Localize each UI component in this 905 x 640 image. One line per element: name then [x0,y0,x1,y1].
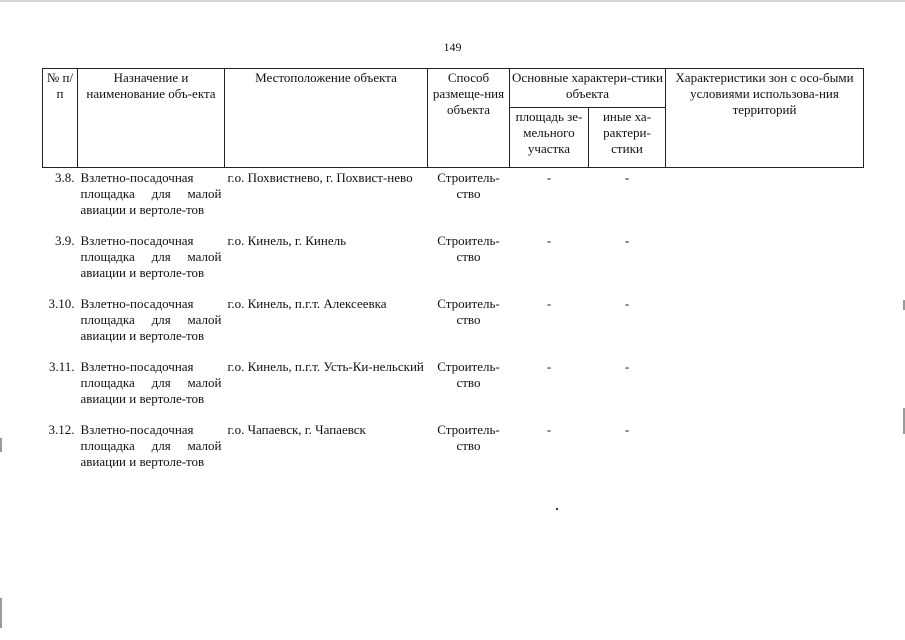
row-number: 3.9. [55,233,75,248]
row-location: г.о. Кинель, п.г.т. Алексеевка [227,296,387,311]
row-purpose: Взлетно-посадочная площадка для малой авиации и вертоле-тов [80,296,222,343]
scan-mark [0,598,2,628]
header-zones: Характеристики зон с осо-быми условиями использова-ния территорий [666,69,864,168]
row-number: 3.10. [48,296,75,311]
row-land-area: - [546,296,552,311]
row-land-area: - [546,170,552,185]
row-land-area: - [546,233,552,248]
row-zones [666,233,864,296]
row-other-characteristics: - [624,170,630,185]
header-main-characteristics: Основные характери-стики объекта [510,69,666,108]
row-method: Строитель-ство [437,170,500,201]
row-purpose: Взлетно-посадочная площадка для малой авиации и вертоле-тов [80,422,222,469]
table-row [43,422,864,485]
row-method: Строитель-ство [437,359,500,390]
header-other-characteristics: иные ха-рактери-стики [589,108,666,168]
header-purpose: Назначение и наименование объ-екта [78,69,225,168]
row-other-characteristics: - [624,422,630,437]
row-other-characteristics: - [624,296,630,311]
row-land-area: - [546,422,552,437]
scan-speck [556,508,558,510]
row-location: г.о. Чапаевск, г. Чапаевск [227,422,366,437]
table-row [43,296,864,359]
table-header [43,69,864,168]
table-row [43,168,864,234]
row-number: 3.11. [48,359,75,374]
row-land-area: - [546,359,552,374]
header-land-area: площадь зе-мельного участка [510,108,589,168]
row-other-characteristics: - [624,359,630,374]
header-num: № п/п [43,69,78,168]
row-zones [666,422,864,485]
row-number: 3.8. [55,170,75,185]
row-zones [666,359,864,422]
row-method: Строитель-ство [437,233,500,264]
row-zones [666,296,864,359]
row-location: г.о. Похвистнево, г. Похвист-нево [227,170,413,185]
table-row [43,359,864,422]
row-other-characteristics: - [624,233,630,248]
header-location: Местоположение объекта [225,69,428,168]
row-purpose: Взлетно-посадочная площадка для малой авиации и вертоле-тов [80,233,222,280]
row-purpose: Взлетно-посадочная площадка для малой авиации и вертоле-тов [80,359,222,406]
row-method: Строитель-ство [437,296,500,327]
row-number: 3.12. [48,422,75,437]
objects-table [42,68,864,485]
row-location: г.о. Кинель, г. Кинель [227,233,347,248]
row-purpose: Взлетно-посадочная площадка для малой авиации и вертоле-тов [80,170,222,217]
scan-mark [0,438,2,452]
page-number: 149 [443,40,462,54]
row-zones [666,168,864,234]
table-row [43,233,864,296]
row-location: г.о. Кинель, п.г.т. Усть-Ки-нельский [227,359,424,374]
row-method: Строитель-ство [437,422,500,453]
scan-edge [0,0,905,2]
header-method: Способ размеще-ния объекта [428,69,510,168]
